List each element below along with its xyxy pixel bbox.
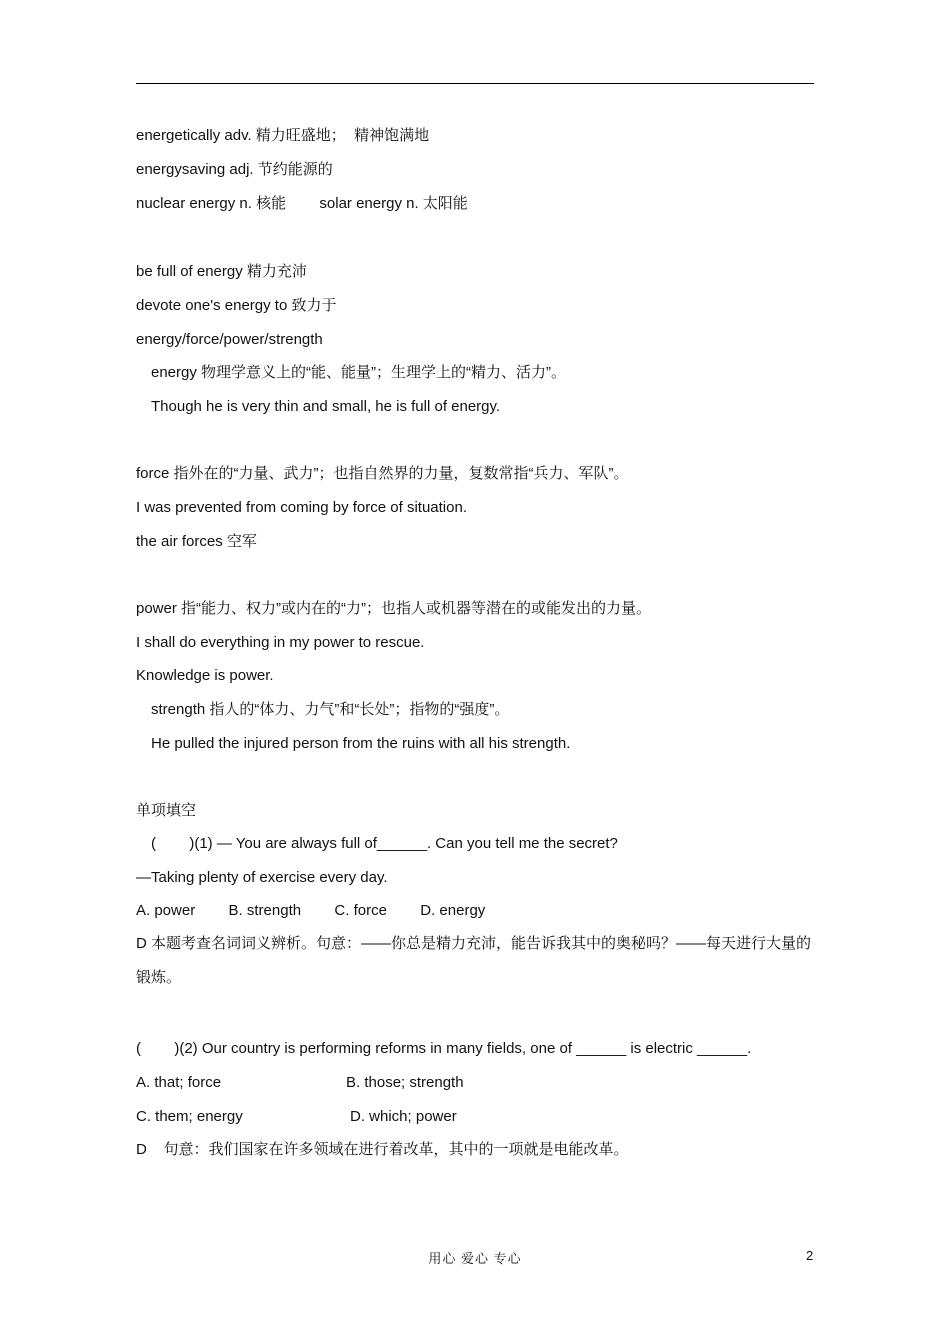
exercise-heading: 单项填空 [136, 802, 197, 819]
header-rule [136, 83, 814, 84]
question-1-reply: —Taking plenty of exercise every day. [136, 869, 388, 886]
example-sentence: I shall do everything in my power to rescue. [136, 634, 425, 651]
vocab-line: nuclear energy n. 核能 solar energy n. 太阳能 [136, 195, 468, 212]
phrase-line: be full of energy 精力充沛 [136, 263, 307, 280]
footer-motto: 用心 爱心 专心 [428, 1251, 522, 1266]
example-sentence: Knowledge is power. [136, 667, 274, 684]
vocab-line: energetically adv. 精力旺盛地； 精神饱满地 [136, 127, 430, 144]
option-c: C. them; energy [136, 1108, 243, 1125]
phrase-line: devote one's energy to 致力于 [136, 297, 337, 314]
question-1-options: A. power B. strength C. force D. energy [136, 902, 486, 919]
example-sentence: I was prevented from coming by force of situation. [136, 499, 467, 516]
page-number: 2 [806, 1248, 814, 1263]
example-sentence: Though he is very thin and small, he is full of energy. [151, 398, 501, 415]
option-a: A. that; force [136, 1074, 222, 1091]
example-sentence: the air forces 空军 [136, 533, 257, 550]
answer-2: D 句意：我们国家在许多领域在进行着改革，其中的一项就是电能改革。 [136, 1141, 629, 1158]
question-1: ( )(1) — You are always full of______. Can you tell me the secret? [151, 835, 618, 852]
definition-force: force 指外在的“力量、武力”；也指自然界的力量，复数常指“兵力、军队”。 [136, 465, 629, 482]
example-sentence: He pulled the injured person from the ruins with all his strength. [151, 735, 571, 752]
definition-strength: strength 指人的“体力、力气”和“长处”；指物的“强度”。 [151, 701, 510, 718]
definition-power: power 指“能力、权力”或内在的“力”；也指人或机器等潜在的或能发出的力量。 [136, 600, 652, 617]
vocab-line: energysaving adj. 节约能源的 [136, 161, 333, 178]
definition-energy: energy 物理学意义上的“能、能量”；生理学上的“精力、活力”。 [151, 364, 567, 381]
answer-1: D 本题考查名词词义辨析。句意：——你总是精力充沛，能告诉我其中的奥秘吗？——每天进行大量的锻炼。 [136, 935, 812, 986]
question-2: ( )(2) Our country is performing reforms in many fields, one of ______ is electric ______. [136, 1040, 752, 1057]
option-d: D. which; power [350, 1108, 457, 1125]
option-b: B. those; strength [346, 1074, 464, 1091]
section-heading: energy/force/power/strength [136, 331, 323, 348]
